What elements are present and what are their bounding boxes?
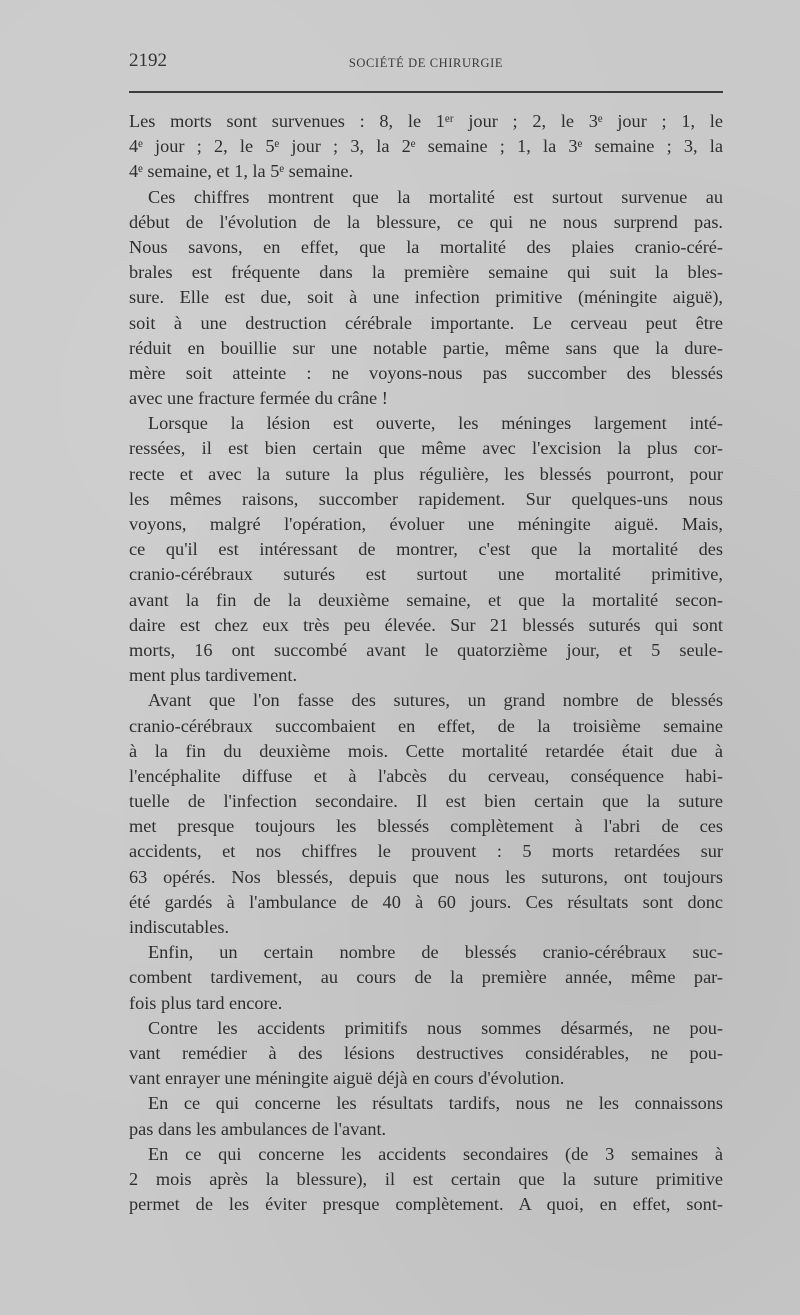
page-header [129,50,723,74]
text-line: En ce qui concerne les accidents secondaires (de 3 semaines à [148,1143,723,1164]
text-line: été gardés à l'ambulance de 40 à 60 jours. Ces résultats sont donc [129,891,723,912]
text-line: indiscutables. [129,917,230,937]
text-line: ment plus tardivement. [129,665,298,686]
text-line: 2 mois après la blessure), il est certain que la suture primitive [129,1168,723,1189]
text-line: vant enrayer une méningite aiguë déjà en cours d'évolution. [129,1068,565,1089]
text-line: permet de les éviter presque complètement. A quoi, en effet, sont- [129,1194,723,1215]
text-line: combent tardivement, au cours de la première année, même par- [129,967,723,988]
text-line: accidents, et nos chiffres le prouvent : 5 morts retardées sur [129,841,723,862]
text-line: voyons, malgré l'opération, évoluer une méningite aiguë. Mais, [129,514,723,534]
text-line: daire est chez eux très peu élevée. Sur 21 blessés suturés qui sont [129,614,723,635]
text-line: En ce qui concerne les résultats tardifs, nous ne les connaissons [148,1093,723,1114]
text-line: 4ᵉ semaine, et 1, la 5ᵉ semaine. [129,161,354,182]
text-line: Nous savons, en effet, que la mortalité des plaies cranio-céré- [129,236,723,257]
text-line: ressées, il est bien certain que même avec l'excision la plus cor- [129,438,723,459]
running-title: SOCIÉTÉ DE CHIRURGIE [348,56,504,70]
text-line: pas dans les ambulances de l'avant. [129,1118,387,1139]
text-line: Contre les accidents primitifs nous sommes désarmés, ne pou- [148,1017,723,1038]
text-line: recte et avec la suture la plus régulière, les blessés pourront, pour [129,463,723,484]
text-line: 63 opérés. Nos blessés, depuis que nous les suturons, ont toujours [129,866,723,887]
text-line: cranio-cérébraux suturés est surtout une mortalité primitive, [129,564,723,585]
text-line: cranio-cérébraux succombaient en effet, de la troisième semaine [129,715,723,736]
text-line: avant la fin de la deuxième semaine, et que la mortalité secon- [129,589,723,610]
body-text [129,109,723,1217]
text-line: Avant que l'on fasse des sutures, un grand nombre de blessés [148,690,723,711]
text-line: brales est fréquente dans la première semaine qui suit la bles- [129,262,723,283]
text-line: sure. Elle est due, soit à une infection primitive (méningite aiguë), [129,287,723,308]
text-line: ce qu'il est intéressant de montrer, c'est que la mortalité des [129,539,723,560]
text-line: morts, 16 ont succombé avant le quatorzième jour, et 5 seule- [129,639,723,660]
text-line: Ces chiffres montrent que la mortalité est surtout survenue au [148,186,723,207]
text-line: à la fin du deuxième mois. Cette mortalité retardée était due à [129,740,723,761]
text-line: tuelle de l'infection secondaire. Il est bien certain que la suture [129,791,723,812]
text-line: vant remédier à des lésions destructives considérables, ne pou- [129,1042,723,1063]
text-line: réduit en bouillie sur une notable partie, même sans que la dure- [129,337,723,358]
text-line: mère soit atteinte : ne voyons-nous pas succomber des blessés [129,362,723,383]
text-line: l'encéphalite diffuse et à l'abcès du cerveau, conséquence habi- [129,765,723,786]
text-line: fois plus tard encore. [129,992,283,1013]
page-number: 2192 [129,50,167,71]
text-line: Enfin, un certain nombre de blessés cranio-cérébraux suc- [148,942,723,963]
text-line: soit à une destruction cérébrale importante. Le cerveau peut être [129,312,723,333]
text-line: les mêmes raisons, succomber rapidement. Sur quelques-uns nous [129,488,723,509]
text-line: Lorsque la lésion est ouverte, les méninges largement inté- [148,413,723,434]
header-rule [129,91,723,93]
text-line: avec une fracture fermée du crâne ! [129,388,388,409]
text-line: met presque toujours les blessés complètement à l'abri de ces [129,816,723,837]
text-line: début de l'évolution de la blessure, ce qui ne nous surprend pas. [129,211,723,232]
text-line: Les morts sont survenues : 8, le 1ᵉʳ jour ; 2, le 3ᵉ jour ; 1, le [129,111,723,131]
text-line: 4ᵉ jour ; 2, le 5ᵉ jour ; 3, la 2ᵉ semaine ; 1, la 3ᵉ semaine ; 3, la [129,136,723,157]
